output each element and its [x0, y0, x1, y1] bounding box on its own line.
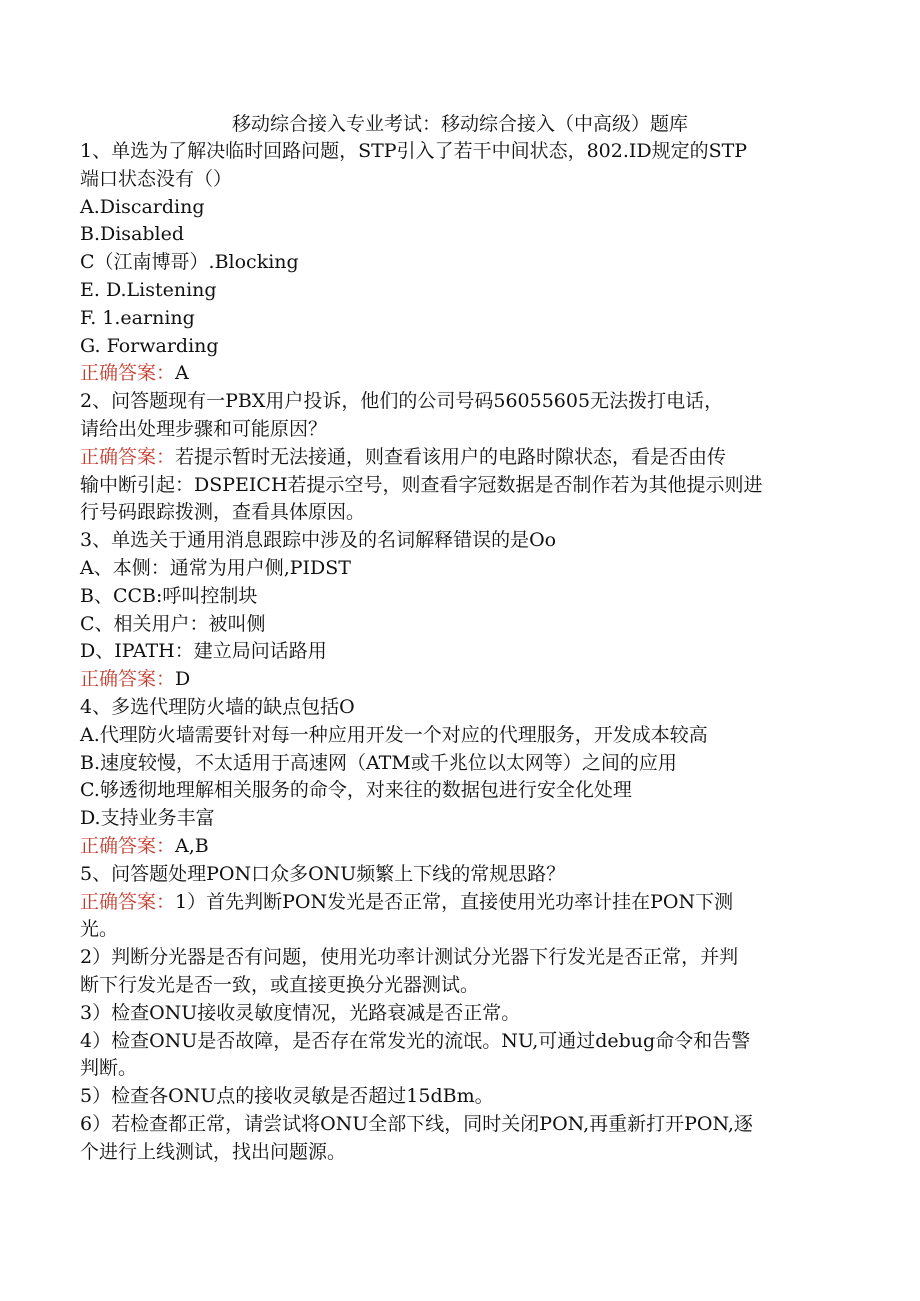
question-stem-line: 请给出处理步骤和可能原因？ — [80, 417, 328, 440]
answer-line — [80, 472, 840, 500]
answer-line — [80, 833, 840, 861]
option-line: C、相关用户：被叫侧 — [80, 612, 266, 635]
answer-text: 个进行上线测试，找出问题源。 — [80, 1140, 347, 1163]
answer-line — [80, 1111, 840, 1139]
question-block — [80, 694, 840, 861]
answer-text: 若提示暂时无法接通，则查看该用户的电路时隙状态，看是否由传 — [175, 445, 727, 468]
option-line: E. D.Listening — [80, 278, 217, 301]
answer-text: 3）检查ONU接收灵敏度情况，光路衰减是否正常。 — [80, 1001, 521, 1024]
question-stem-line: 1、单选为了解决临时回路问题，STP引入了若干中间状态，802.ID规定的STP — [80, 140, 748, 162]
answer-line — [80, 1000, 840, 1028]
answer-line — [80, 444, 840, 472]
option-line: B.速度较慢，不太适用于高速网（ATM或千兆位以太网等）之间的应用 — [80, 751, 677, 774]
answer-text: 光。 — [80, 918, 119, 941]
answer-text: 断下行发光是否一致，或直接更换分光器测试。 — [80, 973, 480, 996]
answer-label: 正确答案： — [80, 890, 176, 913]
answer-line — [80, 1055, 840, 1083]
answer-line — [80, 1083, 840, 1111]
question-stem-line: 2、问答题现有一PBX用户投诉，他们的公司号码56055605无法拨打电话， — [80, 390, 724, 413]
answer-line — [80, 1139, 840, 1167]
answer-text: 4）检查ONU是否故障，是否存在常发光的流氓。NU,可通过debug命令和告警 — [80, 1029, 751, 1052]
answer-line — [80, 360, 840, 388]
question-block — [80, 138, 840, 388]
answer-label: 正确答案： — [80, 445, 176, 468]
answer-text: 输中断引起：DSPEICH若提示空号，则查看字冠数据是否制作若为其他提示则进 — [80, 473, 763, 496]
option-line: A.代理防火墙需要针对每一种应用开发一个对应的代理服务，开发成本较高 — [80, 723, 708, 746]
answer-text: A,B — [175, 834, 209, 857]
answer-label: 正确答案： — [80, 362, 176, 385]
answer-text: 5）检查各ONU点的接收灵敏是否超过15dBm。 — [80, 1085, 494, 1108]
answer-line — [80, 1028, 840, 1056]
answer-line — [80, 944, 840, 972]
answer-text: 6）若检查都正常，请尝试将ONU全部下线，同时关闭PON,再重新打开PON,逐 — [80, 1112, 753, 1135]
question-block — [80, 388, 840, 527]
option-line: G. Forwarding — [80, 334, 219, 357]
question-list — [80, 138, 840, 1166]
question-stem-line: 5、问答题处理PON口众多ONU频繁上下线的常规思路？ — [80, 862, 566, 885]
question-stem-line: 3、单选关于通用消息跟踪中涉及的名词解释错误的是Oo — [80, 529, 557, 552]
answer-text: 行号码跟踪拨测，查看具体原因。 — [80, 501, 366, 524]
option-line: F. 1.earning — [80, 306, 195, 329]
option-line: D.支持业务丰富 — [80, 807, 215, 830]
page-title: 移动综合接入专业考试：移动综合接入（中高级）题库 — [231, 113, 688, 135]
question-stem-line: 4、多选代理防火墙的缺点包括O — [80, 695, 355, 718]
answer-text: 2）判断分光器是否有问题，使用光功率计测试分光器下行发光是否正常，并判 — [80, 946, 739, 969]
option-line: A.Discarding — [80, 195, 205, 218]
answer-line — [80, 666, 840, 694]
answer-text: D — [175, 668, 191, 691]
answer-text: 1）首先判断PON发光是否正常，直接使用光功率计挂在PON下测 — [175, 890, 734, 913]
question-block — [80, 527, 840, 694]
question-stem-line: 端口状态没有（） — [80, 167, 233, 190]
answer-label: 正确答案： — [80, 834, 176, 857]
answer-text: 判断。 — [80, 1057, 138, 1080]
question-block — [80, 861, 840, 1167]
answer-line — [80, 972, 840, 1000]
answer-line — [80, 499, 840, 527]
option-line: C.够透彻地理解相关服务的命令，对来往的数据包进行安全化处理 — [80, 779, 632, 802]
option-line: B、CCB:呼叫控制块 — [80, 584, 258, 607]
option-line: B.Disabled — [80, 223, 185, 246]
answer-label: 正确答案： — [80, 668, 176, 691]
option-line: C（江南博哥）.Blocking — [80, 251, 299, 274]
answer-line — [80, 889, 840, 917]
answer-text: A — [175, 362, 189, 385]
answer-line — [80, 916, 840, 944]
option-line: D、IPATH：建立局问话路用 — [80, 640, 327, 663]
option-line: A、本侧：通常为用户侧,PIDST — [80, 556, 351, 579]
